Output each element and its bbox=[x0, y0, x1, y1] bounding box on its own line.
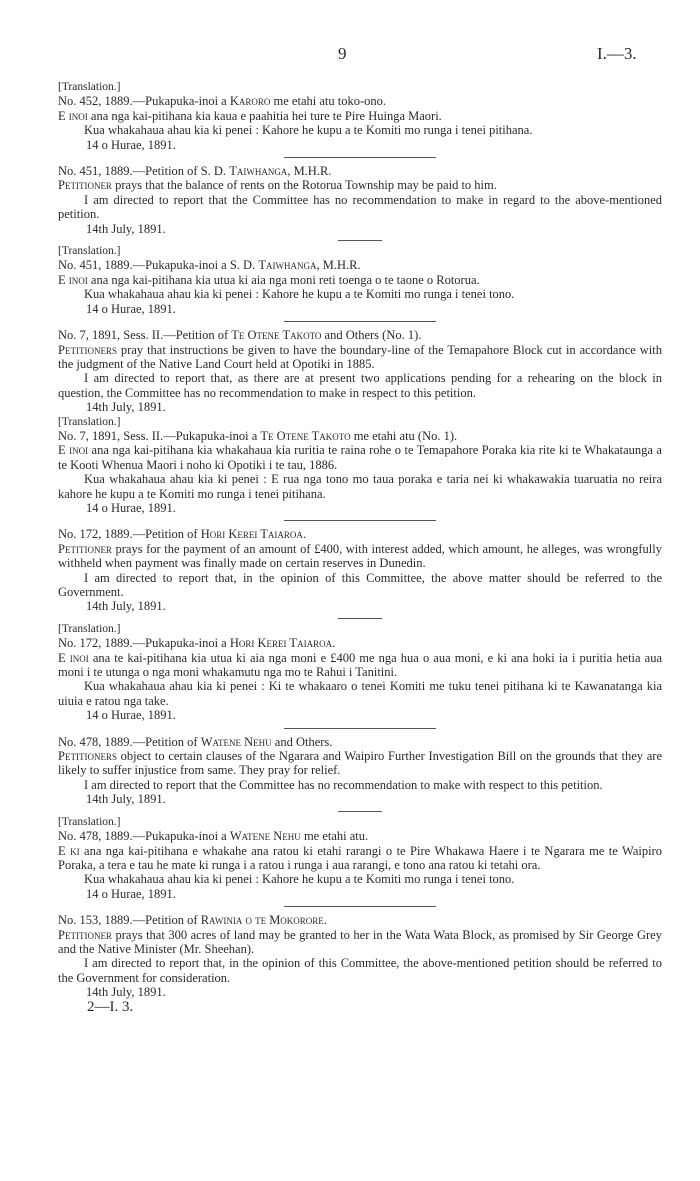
petition-prayer: E inoi ana te kai-pitihana kia utua ki aia nga moni e £400 me nga hua o aua moni, e ki ana hoki ia i puritia hetia aua moni i te utunga o nga moni whakamutu nga mo te Rahui i Tanitini. bbox=[58, 650, 662, 680]
report-date: 14 o Hurae, 1891. bbox=[86, 137, 176, 152]
petition-entry bbox=[58, 164, 662, 236]
committee-report: I am directed to report that, in the opinion of this Committee, the above matter should be referred to the Government. bbox=[58, 570, 662, 599]
section-divider bbox=[284, 520, 436, 521]
committee-report: Kua whakahaua ahau kia ki penei : Kahore he kupu a te Komiti mo runga i tenei tono. bbox=[84, 872, 515, 887]
report-date: 14th July, 1891. bbox=[86, 599, 166, 614]
committee-report: I am directed to report that, as there are at present two applications pending for a rehearing on the block in question, the Committee has no recommendation to make in respect to this petition. bbox=[58, 371, 662, 400]
document-reference: I.—3. bbox=[597, 44, 637, 63]
report-date: 14 o Hurae, 1891. bbox=[86, 708, 176, 723]
translation-divider bbox=[338, 240, 382, 241]
report-date: 14th July, 1891. bbox=[86, 221, 166, 236]
petition-entry bbox=[58, 815, 662, 901]
report-date: 14th July, 1891. bbox=[86, 400, 166, 415]
petition-prayer: E inoi ana nga kai-pitihana kia utua ki aia nga moni reti toenga o te taone o Rotorua. bbox=[58, 272, 480, 287]
section-divider bbox=[284, 906, 436, 907]
petition-entry bbox=[58, 735, 662, 807]
petition-title: No. 7, 1891, Sess. II.—Pukapuka-inoi a Te Otene Takoto me etahi atu (No. 1). bbox=[58, 428, 458, 443]
committee-report: I am directed to report that the Committee has no recommendation to make in regard to the above-mentioned petition. bbox=[58, 192, 662, 222]
petition-title: No. 451, 1889.—Pukapuka-inoi a S. D. Taiwhanga, M.H.R. bbox=[58, 258, 361, 273]
petition-title: No. 452, 1889.—Pukapuka-inoi a Karoro me etahi atu toko-ono. bbox=[58, 94, 387, 109]
petition-prayer: Petitioner prays that the balance of rents on the Rotorua Township may be paid to him. bbox=[58, 178, 497, 193]
petition-title: No. 7, 1891, Sess. II.—Petition of Te Otene Takoto and Others (No. 1). bbox=[58, 328, 422, 343]
committee-report: Kua whakahaua ahau kia ki penei : Kahore he kupu a te Komiti mo runga i tenei tono. bbox=[84, 287, 515, 302]
petition-entry bbox=[58, 328, 662, 414]
page-body bbox=[58, 80, 662, 1014]
petition-entry bbox=[58, 80, 662, 152]
page-header bbox=[0, 44, 700, 66]
petition-prayer: E inoi ana nga kai-pitihana kia whakahaua kia ruritia te raina rohe o te Temapahore Poraka kia rite ki te Whakataunga a te Kooti Whenua Maori i noho ki Opotiki i te tau, 1886. bbox=[58, 443, 662, 472]
translation-divider bbox=[338, 618, 382, 619]
committee-report: Kua whakahaua ahau kia ki penei : E rua nga tono mo taua poraka e taria nei ki whakawakia tuaruatia no reira kahore he kupu a te Komiti mo runga i tenei pitihana. bbox=[58, 472, 662, 501]
page-number: 9 bbox=[338, 44, 347, 63]
report-date: 14 o Hurae, 1891. bbox=[86, 301, 176, 316]
translation-label: [Translation.] bbox=[58, 815, 121, 828]
petition-prayer: E ki ana nga kai-pitihana e whakahe ana ratou ki etahi rarangi o te Pire Whakawa Haere i te Ngarara me te Waipiro Poraka, a tera e tau he mate ki runga i a ratou i runga i aua rarangi, e tono ana ratou ki tetahi ora. bbox=[58, 843, 662, 872]
committee-report: Kua whakahaua ahau kia ki penei : Ki te whakaaro o tenei Komiti me tuku tenei pitihana ki te Kawanatanga kia uiuia e ratou nga take. bbox=[58, 679, 662, 708]
translation-label: [Translation.] bbox=[58, 415, 121, 428]
report-date: 14 o Hurae, 1891. bbox=[86, 886, 176, 901]
petition-prayer: E inoi ana nga kai-pitihana kia kaua e paahitia hei ture te Pire Huinga Maori. bbox=[58, 108, 442, 123]
committee-report: I am directed to report that, in the opinion of this Committee, the above-mentioned petition should be referred to the Government for consideration. bbox=[58, 956, 662, 985]
translation-label: [Translation.] bbox=[58, 622, 121, 635]
section-divider bbox=[284, 321, 436, 322]
translation-label: [Translation.] bbox=[58, 81, 121, 93]
petition-entry bbox=[58, 527, 662, 613]
petition-entry bbox=[58, 415, 662, 516]
section-divider bbox=[284, 728, 436, 729]
petition-prayer: Petitioners pray that instructions be given to have the boundary-line of the Temapahore Block cut in accordance with the judgment of the Native Land Court held at Opotiki in 1885. bbox=[58, 342, 662, 371]
petition-title: No. 478, 1889.—Pukapuka-inoi a Watene Nehu me etahi atu. bbox=[58, 829, 369, 844]
petition-entry bbox=[58, 622, 662, 723]
petition-entry bbox=[58, 913, 662, 999]
report-date: 14th July, 1891. bbox=[86, 985, 166, 1000]
petition-title: No. 172, 1889.—Pukapuka-inoi a Hori Kerei Taiaroa. bbox=[58, 636, 336, 651]
petition-entry bbox=[58, 244, 662, 316]
signature-mark: 2—I. 3. bbox=[87, 998, 134, 1015]
committee-report: Kua whakahaua ahau kia ki penei : Kahore he kupu a te Komiti mo runga i tenei pitihana. bbox=[84, 123, 533, 138]
petition-title: No. 478, 1889.—Petition of Watene Nehu and Others. bbox=[58, 734, 333, 749]
translation-label: [Translation.] bbox=[58, 245, 121, 258]
report-date: 14th July, 1891. bbox=[86, 792, 166, 807]
petition-title: No. 172, 1889.—Petition of Hori Kerei Taiaroa. bbox=[58, 527, 307, 542]
petition-prayer: Petitioners object to certain clauses of the Ngarara and Waipiro Further Investigation Bill on the grounds that they are likely to suffer injustice from same. They pray for relief. bbox=[58, 749, 662, 778]
petition-title: No. 153, 1889.—Petition of Rawinia o te Mokorore. bbox=[58, 913, 327, 928]
translation-divider bbox=[338, 811, 382, 812]
petition-title: No. 451, 1889.—Petition of S. D. Taiwhanga, M.H.R. bbox=[58, 164, 332, 179]
petition-prayer: Petitioner prays that 300 acres of land may be granted to her in the Wata Wata Block, as promised by Sir George Grey and the Native Minister (Mr. Sheehan). bbox=[58, 927, 662, 956]
petition-prayer: Petitioner prays for the payment of an amount of £400, with interest added, which amount, he alleges, was wrongfully withheld when payment was finally made on certain reserves in Dunedin. bbox=[58, 541, 662, 571]
report-date: 14 o Hurae, 1891. bbox=[86, 500, 176, 515]
committee-report: I am directed to report that the Committee has no recommendation to make with respect to this petition. bbox=[84, 777, 603, 792]
section-divider bbox=[284, 157, 436, 158]
